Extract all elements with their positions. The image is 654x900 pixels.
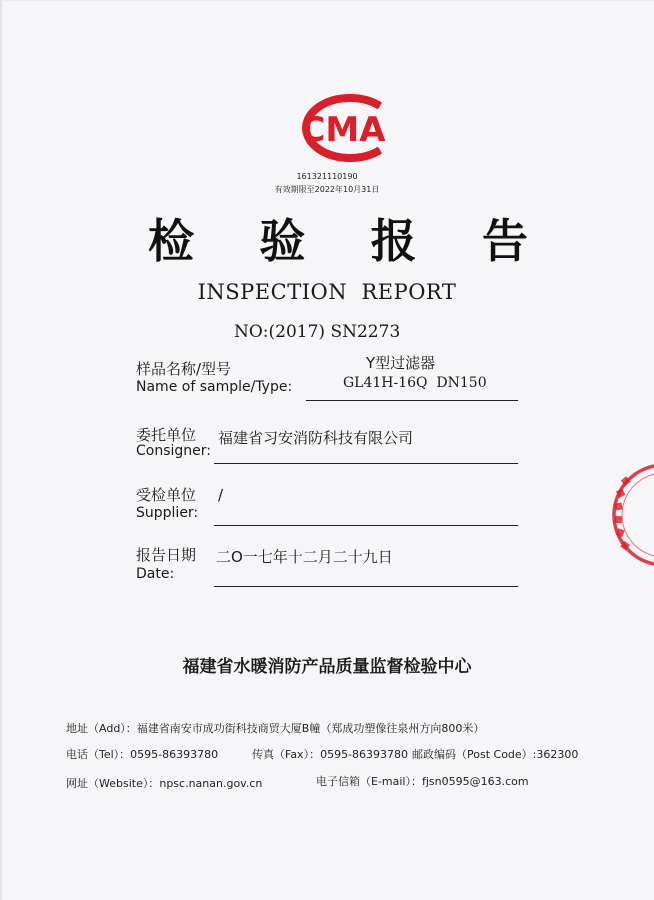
- contact-email: 电子信箱（E-mail）：fjsn0595@163.com: [316, 775, 529, 788]
- title-char: 验: [259, 214, 306, 268]
- title-chinese: [148, 205, 528, 268]
- contact-postcode: 邮政编码（Post Code）:362300: [412, 748, 579, 761]
- contact-address: 地址（Add）：福建省南安市成功街科技商贸大厦B幢（郑成功塑像往泉州方向800米）: [66, 722, 485, 735]
- cma-logo: [280, 92, 400, 164]
- contact-website: 网址（Website）：npsc.nanan.gov.cn: [66, 777, 263, 790]
- official-seal: [598, 460, 654, 570]
- date-underline: [214, 586, 518, 587]
- cma-logo-text: CMA: [300, 110, 386, 150]
- report-number: NO:(2017) SN2273: [234, 322, 401, 342]
- title-char: 告: [481, 214, 528, 268]
- lab-name: 福建省水暖消防产品质量监督检验中心: [182, 657, 472, 677]
- supplier-underline: [214, 525, 518, 526]
- supplier-value: /: [218, 486, 224, 504]
- cma-valid-until: 有效期限至2022年10月31日: [274, 185, 380, 194]
- consigner-underline: [214, 463, 518, 464]
- consigner-label-en: Consigner:: [136, 443, 211, 459]
- date-label-en: Date:: [136, 566, 175, 582]
- contact-fax: 传真（Fax）：0595-86393780: [252, 748, 409, 761]
- supplier-label-cn: 受检单位: [136, 486, 197, 504]
- sample-label-cn: 样品名称/型号: [136, 360, 232, 378]
- title-char: 检: [148, 214, 194, 268]
- sample-underline: [306, 400, 518, 401]
- contact-phone: 电话（Tel）：0595-86393780: [66, 748, 219, 761]
- date-label-cn: 报告日期: [136, 546, 197, 564]
- title-char: 报: [370, 214, 417, 268]
- sample-label-en: Name of sample/Type:: [136, 379, 293, 395]
- sample-value-name: Y型过滤器: [366, 354, 436, 372]
- date-value: 二O一七年十二月二十九日: [216, 548, 393, 566]
- consigner-label-cn: 委托单位: [136, 426, 197, 444]
- cma-cert-number: 161321110190: [296, 172, 358, 181]
- consigner-value: 福建省习安消防科技有限公司: [218, 429, 414, 447]
- sample-value-type: GL41H-16Q DN150: [343, 375, 487, 391]
- supplier-label-en: Supplier:: [136, 505, 199, 521]
- title-english: INSPECTION REPORT: [197, 280, 457, 304]
